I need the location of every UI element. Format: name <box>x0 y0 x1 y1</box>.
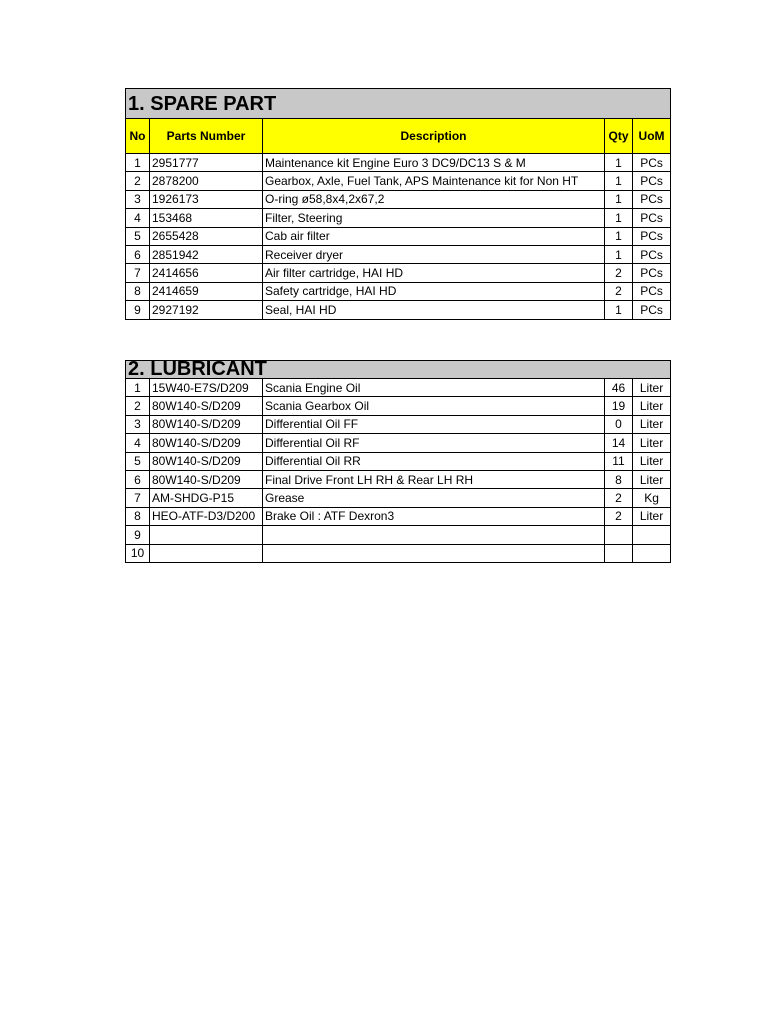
row-no: 6 <box>126 470 150 488</box>
row-qty: 1 <box>605 172 633 190</box>
row-no: 10 <box>126 544 150 562</box>
header-qty: Qty <box>605 119 633 154</box>
row-description <box>263 544 605 562</box>
row-part-number: 1926173 <box>150 190 263 208</box>
row-description: Brake Oil : ATF Dexron3 <box>263 507 605 525</box>
row-qty: 14 <box>605 434 633 452</box>
row-description: Maintenance kit Engine Euro 3 DC9/DC13 S & M <box>263 154 605 172</box>
table-row <box>126 301 671 319</box>
row-qty: 2 <box>605 489 633 507</box>
row-qty: 8 <box>605 470 633 488</box>
row-description: Grease <box>263 489 605 507</box>
row-part-number: HEO-ATF-D3/D200 <box>150 507 263 525</box>
table-row <box>126 489 671 507</box>
table-row <box>126 415 671 433</box>
row-uom: PCs <box>633 245 671 263</box>
table-row <box>126 526 671 544</box>
row-uom: PCs <box>633 209 671 227</box>
row-uom: PCs <box>633 282 671 300</box>
row-qty: 11 <box>605 452 633 470</box>
row-description: Scania Gearbox Oil <box>263 397 605 415</box>
row-no: 5 <box>126 452 150 470</box>
row-qty <box>605 544 633 562</box>
row-part-number: 80W140-S/D209 <box>150 397 263 415</box>
row-qty: 2 <box>605 264 633 282</box>
spare-part-title: 1. SPARE PART <box>126 89 671 119</box>
row-uom: Liter <box>633 415 671 433</box>
table-row <box>126 507 671 525</box>
row-part-number: 2414656 <box>150 264 263 282</box>
row-uom: Kg <box>633 489 671 507</box>
row-description: Differential Oil RF <box>263 434 605 452</box>
row-uom: PCs <box>633 172 671 190</box>
row-no: 5 <box>126 227 150 245</box>
row-part-number: 2851942 <box>150 245 263 263</box>
row-description <box>263 526 605 544</box>
header-uom: UoM <box>633 119 671 154</box>
row-description: Differential Oil FF <box>263 415 605 433</box>
row-uom: PCs <box>633 190 671 208</box>
row-part-number: 80W140-S/D209 <box>150 415 263 433</box>
row-qty: 1 <box>605 227 633 245</box>
row-description: Gearbox, Axle, Fuel Tank, APS Maintenance kit for Non HT <box>263 172 605 190</box>
table-row <box>126 209 671 227</box>
table-row <box>126 397 671 415</box>
row-part-number <box>150 526 263 544</box>
row-uom <box>633 544 671 562</box>
row-qty: 19 <box>605 397 633 415</box>
header-description: Description <box>263 119 605 154</box>
row-no: 9 <box>126 526 150 544</box>
header-parts-number: Parts Number <box>150 119 263 154</box>
row-qty <box>605 526 633 544</box>
row-qty: 2 <box>605 282 633 300</box>
row-no: 9 <box>126 301 150 319</box>
table-row <box>126 282 671 300</box>
row-qty: 1 <box>605 209 633 227</box>
row-qty: 1 <box>605 301 633 319</box>
row-no: 3 <box>126 415 150 433</box>
table-row <box>126 245 671 263</box>
spare-part-header-row <box>126 119 671 154</box>
lubricant-table <box>125 360 671 563</box>
spare-part-title-row <box>126 89 671 119</box>
table-row <box>126 470 671 488</box>
table-row <box>126 452 671 470</box>
row-uom: Liter <box>633 434 671 452</box>
row-part-number: 2878200 <box>150 172 263 190</box>
row-no: 1 <box>126 154 150 172</box>
row-qty: 46 <box>605 379 633 397</box>
row-part-number: 80W140-S/D209 <box>150 434 263 452</box>
row-part-number: 2927192 <box>150 301 263 319</box>
row-qty: 0 <box>605 415 633 433</box>
row-part-number: 2655428 <box>150 227 263 245</box>
row-no: 4 <box>126 209 150 227</box>
row-description: Air filter cartridge, HAI HD <box>263 264 605 282</box>
table-row <box>126 379 671 397</box>
row-no: 6 <box>126 245 150 263</box>
row-uom: Liter <box>633 452 671 470</box>
row-uom: PCs <box>633 154 671 172</box>
row-uom: PCs <box>633 227 671 245</box>
row-qty: 1 <box>605 190 633 208</box>
row-part-number: 80W140-S/D209 <box>150 452 263 470</box>
table-row <box>126 154 671 172</box>
row-uom: Liter <box>633 379 671 397</box>
header-no: No <box>126 119 150 154</box>
table-row <box>126 190 671 208</box>
row-description: Seal, HAI HD <box>263 301 605 319</box>
row-description: Final Drive Front LH RH & Rear LH RH <box>263 470 605 488</box>
row-uom: Liter <box>633 470 671 488</box>
row-part-number <box>150 544 263 562</box>
row-uom: Liter <box>633 397 671 415</box>
row-uom <box>633 526 671 544</box>
row-qty: 1 <box>605 245 633 263</box>
spare-part-table <box>125 88 671 320</box>
row-description: Cab air filter <box>263 227 605 245</box>
row-no: 1 <box>126 379 150 397</box>
lubricant-title-row <box>126 361 671 379</box>
row-description: Scania Engine Oil <box>263 379 605 397</box>
row-no: 4 <box>126 434 150 452</box>
row-description: O-ring ø58,8x4,2x67,2 <box>263 190 605 208</box>
row-uom: PCs <box>633 301 671 319</box>
row-part-number: 2951777 <box>150 154 263 172</box>
row-part-number: 153468 <box>150 209 263 227</box>
table-row <box>126 434 671 452</box>
table-row <box>126 227 671 245</box>
table-row <box>126 172 671 190</box>
row-qty: 2 <box>605 507 633 525</box>
row-description: Safety cartridge, HAI HD <box>263 282 605 300</box>
row-no: 8 <box>126 507 150 525</box>
row-no: 2 <box>126 172 150 190</box>
table-row <box>126 544 671 562</box>
row-description: Filter, Steering <box>263 209 605 227</box>
row-description: Receiver dryer <box>263 245 605 263</box>
row-no: 7 <box>126 489 150 507</box>
row-part-number: AM-SHDG-P15 <box>150 489 263 507</box>
row-no: 7 <box>126 264 150 282</box>
row-no: 8 <box>126 282 150 300</box>
row-description: Differential Oil RR <box>263 452 605 470</box>
row-uom: Liter <box>633 507 671 525</box>
row-qty: 1 <box>605 154 633 172</box>
table-row <box>126 264 671 282</box>
row-uom: PCs <box>633 264 671 282</box>
lubricant-title: 2. LUBRICANT <box>126 361 671 379</box>
row-part-number: 15W40-E7S/D209 <box>150 379 263 397</box>
row-part-number: 2414659 <box>150 282 263 300</box>
row-no: 3 <box>126 190 150 208</box>
row-part-number: 80W140-S/D209 <box>150 470 263 488</box>
row-no: 2 <box>126 397 150 415</box>
